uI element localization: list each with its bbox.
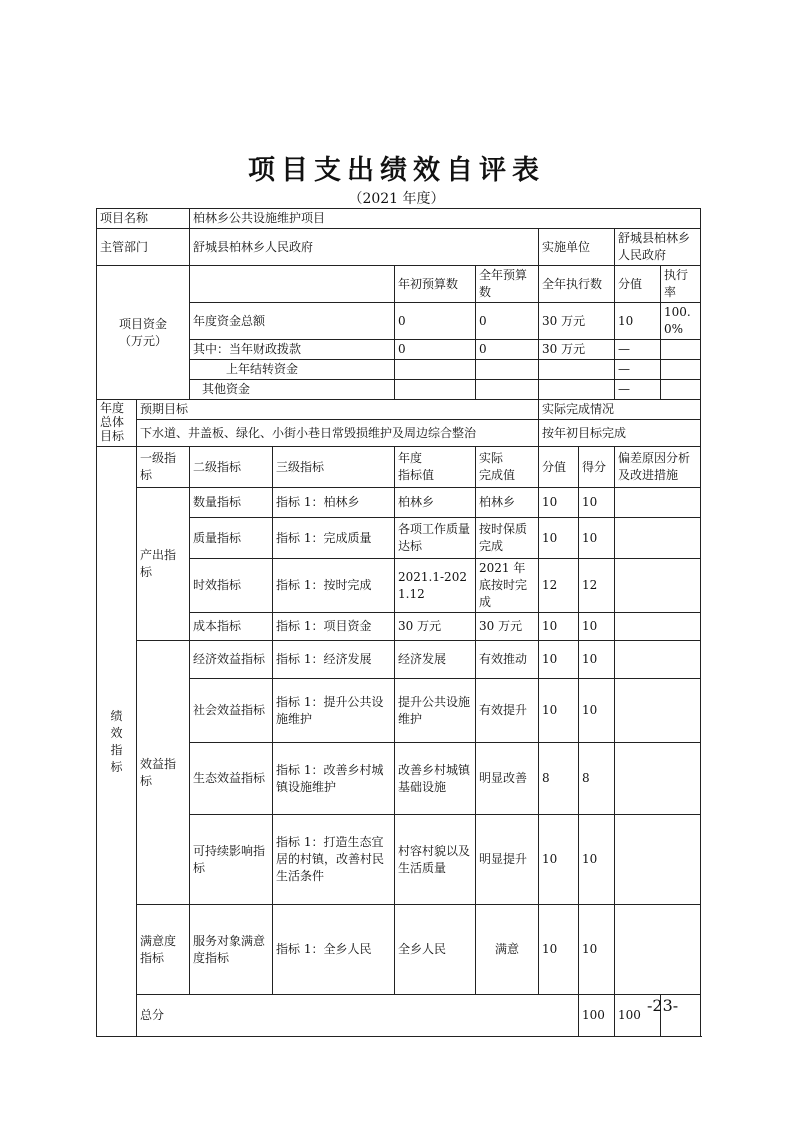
total-label: 总分 [137, 995, 579, 1037]
indicator-level2: 时效指标 [190, 559, 273, 613]
funds-annual [476, 380, 539, 400]
satisfaction-indicator-label: 满意度 指标 [137, 905, 190, 995]
funds-row-label: 其中：当年财政拨款 [190, 340, 395, 360]
performance-indicator-label: 绩 效 指 标 [97, 447, 137, 1037]
indicator-score-value: 10 [539, 905, 579, 995]
indicator-score: 12 [579, 559, 615, 613]
indicator-level3: 指标 1：改善乡村城镇设施维护 [273, 743, 395, 815]
funds-annual [476, 360, 539, 380]
indicator-reason [615, 641, 701, 679]
indicator-reason [615, 815, 701, 905]
header-level2: 二级指标 [190, 447, 273, 488]
header-actual: 实际 完成值 [476, 447, 539, 488]
indicator-level3: 指标 1：按时完成 [273, 559, 395, 613]
indicator-level2: 数量指标 [190, 488, 273, 518]
indicator-level2: 服务对象满意度指标 [190, 905, 273, 995]
indicator-row [97, 641, 701, 679]
funds-initial [395, 360, 476, 380]
funds-header-score-value: 分值 [615, 266, 661, 303]
funds-header-annual: 全年预算数 [476, 266, 539, 303]
funds-score-value: 10 [615, 303, 661, 340]
indicator-header-row [97, 447, 701, 488]
indicator-reason [615, 559, 701, 613]
indicator-score-value: 10 [539, 488, 579, 518]
indicator-actual: 2021 年底按时完成 [476, 559, 539, 613]
department-value: 舒城县柏林乡人民政府 [190, 229, 539, 266]
indicator-target: 提升公共设施维护 [395, 679, 476, 743]
indicator-score: 8 [579, 743, 615, 815]
funds-executed: 30 万元 [539, 340, 615, 360]
page-title: 项目支出绩效自评表 [248, 155, 545, 186]
funds-header-rate: 执行率 [661, 266, 701, 303]
indicator-row [97, 488, 701, 518]
indicator-score-value: 12 [539, 559, 579, 613]
indicator-level3: 指标 1：柏林乡 [273, 488, 395, 518]
actual-completion-label: 实际完成情况 [539, 400, 701, 420]
funds-row-label: 其他资金 [190, 380, 395, 400]
indicator-level2: 经济效益指标 [190, 641, 273, 679]
indicator-actual: 按时保质完成 [476, 518, 539, 559]
indicator-level2: 质量指标 [190, 518, 273, 559]
indicator-reason [615, 613, 701, 641]
performance-table [96, 208, 701, 1037]
funds-executed: 30 万元 [539, 303, 615, 340]
funds-score-value: — [615, 380, 661, 400]
indicator-target: 各项工作质量达标 [395, 518, 476, 559]
implementing-unit-label: 实施单位 [539, 229, 615, 266]
indicator-actual: 有效提升 [476, 679, 539, 743]
funds-score-value: — [615, 340, 661, 360]
total-row [97, 995, 701, 1037]
indicator-reason [615, 518, 701, 559]
goals-content-row [97, 420, 701, 447]
indicator-level2: 社会效益指标 [190, 679, 273, 743]
indicator-target: 改善乡村城镇基础设施 [395, 743, 476, 815]
funds-executed [539, 360, 615, 380]
annual-goal-label [97, 400, 137, 447]
goals-header-row [97, 400, 701, 420]
funds-rate [661, 380, 701, 400]
indicator-level3: 指标 1：完成质量 [273, 518, 395, 559]
annual-goal-label-text: 年度总体目标 [100, 401, 125, 443]
funds-initial: 0 [395, 303, 476, 340]
benefit-indicator-label: 效益指标 [137, 641, 190, 905]
funds-header-row [97, 266, 701, 303]
header-score: 得分 [579, 447, 615, 488]
indicator-level3: 指标 1：提升公共设施维护 [273, 679, 395, 743]
funds-initial: 0 [395, 340, 476, 360]
indicator-actual: 有效推动 [476, 641, 539, 679]
indicator-level2: 可持续影响指标 [190, 815, 273, 905]
header-reason: 偏差原因分析及改进措施 [615, 447, 701, 488]
funds-annual: 0 [476, 303, 539, 340]
funds-initial [395, 380, 476, 400]
total-score-value: 100 [579, 995, 615, 1037]
funds-executed [539, 380, 615, 400]
indicator-reason [615, 905, 701, 995]
expected-goal-label: 预期目标 [137, 400, 539, 420]
indicator-actual: 明显提升 [476, 815, 539, 905]
department-label: 主管部门 [97, 229, 190, 266]
indicator-actual: 明显改善 [476, 743, 539, 815]
expected-goal-text: 下水道、井盖板、绿化、小街小巷日常毁损维护及周边综合整治 [137, 420, 539, 447]
indicator-target: 经济发展 [395, 641, 476, 679]
header-level1: 一级指标 [137, 447, 190, 488]
department-row [97, 229, 701, 266]
funds-rate [661, 340, 701, 360]
indicator-score-value: 10 [539, 641, 579, 679]
indicator-reason [615, 743, 701, 815]
funds-rate [661, 360, 701, 380]
indicator-score-value: 8 [539, 743, 579, 815]
project-name-value: 柏林乡公共设施维护项目 [190, 209, 701, 229]
indicator-target: 30 万元 [395, 613, 476, 641]
indicator-target: 村容村貌以及生活质量 [395, 815, 476, 905]
indicator-score-value: 10 [539, 518, 579, 559]
indicator-actual: 满意 [476, 905, 539, 995]
header-level3: 三级指标 [273, 447, 395, 488]
indicator-level3: 指标 1：全乡人民 [273, 905, 395, 995]
indicator-level2: 成本指标 [190, 613, 273, 641]
indicator-score-value: 10 [539, 815, 579, 905]
indicator-target: 2021.1-2021.12 [395, 559, 476, 613]
indicator-actual: 30 万元 [476, 613, 539, 641]
indicator-score: 10 [579, 815, 615, 905]
funds-rate: 100.0% [661, 303, 701, 340]
implementing-unit-value: 舒城县柏林乡人民政府 [615, 229, 701, 266]
indicator-score: 10 [579, 905, 615, 995]
project-name-row [97, 209, 701, 229]
indicator-score: 10 [579, 488, 615, 518]
indicator-reason [615, 488, 701, 518]
indicator-reason [615, 679, 701, 743]
funds-row-label: 年度资金总额 [190, 303, 395, 340]
indicator-score: 10 [579, 518, 615, 559]
indicator-score: 10 [579, 679, 615, 743]
indicator-level2: 生态效益指标 [190, 743, 273, 815]
header-score-value: 分值 [539, 447, 579, 488]
indicator-level3: 指标 1：打造生态宜居的村镇，改善村民生活条件 [273, 815, 395, 905]
funds-row-label: 上年结转资金 [190, 360, 395, 380]
output-indicator-label: 产出指标 [137, 488, 190, 641]
funds-header-executed: 全年执行数 [539, 266, 615, 303]
page-subtitle: （2021 年度） [348, 191, 445, 207]
indicator-level3: 指标 1：经济发展 [273, 641, 395, 679]
funds-score-value: — [615, 360, 661, 380]
project-name-label: 项目名称 [97, 209, 190, 229]
indicator-target: 全乡人民 [395, 905, 476, 995]
indicator-row [97, 905, 701, 995]
indicator-target: 柏林乡 [395, 488, 476, 518]
indicator-score: 10 [579, 613, 615, 641]
actual-completion-text: 按年初目标完成 [539, 420, 701, 447]
indicator-actual: 柏林乡 [476, 488, 539, 518]
indicator-score: 10 [579, 641, 615, 679]
indicator-score-value: 10 [539, 679, 579, 743]
funds-corner-cell [190, 266, 395, 303]
funds-annual: 0 [476, 340, 539, 360]
indicator-level3: 指标 1：项目资金 [273, 613, 395, 641]
header-target: 年度 指标值 [395, 447, 476, 488]
indicator-score-value: 10 [539, 613, 579, 641]
page-number: -23- [647, 996, 679, 1015]
funds-header-initial: 年初预算数 [395, 266, 476, 303]
funds-label: 项目资金 （万元） [97, 266, 190, 400]
total-score: 100 [615, 995, 661, 1037]
